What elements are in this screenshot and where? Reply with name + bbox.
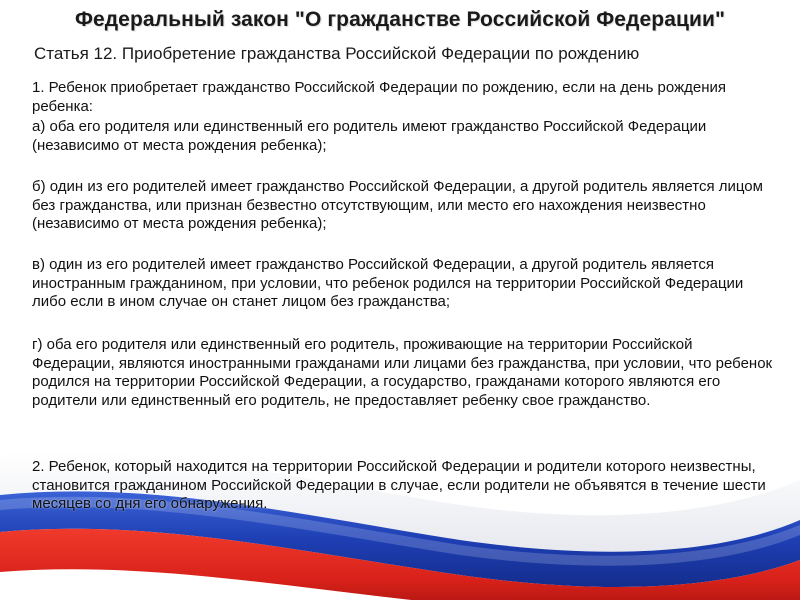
paragraph-1g: г) оба его родителя или единственный его родитель, проживающие на территории Российской Федерации, являются иностранными гражданами или лицами без гражданства, при условии, что ребенок родился на территории Российской Федерации, а государство, гражданами которого являются его родители или единственный его родитель, не предоставляет ребенку свое гражданство. <box>32 336 773 409</box>
article-heading: Статья 12. Приобретение гражданства Российской Федерации по рождению <box>34 44 640 63</box>
paragraph-1: 1. Ребенок приобретает гражданство Российской Федерации по рождению, если на день рождения ребенка: <box>32 79 726 115</box>
paragraph-1v: в) один из его родителей имеет гражданство Российской Федерации, а другой родитель является иностранным гражданином, при условии, что ребенок родился на территории Российской Федерации либо если в ином случае он станет лицом без гражданства; <box>32 256 744 311</box>
paragraph-1a: а) оба его родителя или единственный его родитель имеют гражданство Российской Федерации (независимо от места рождения ребенка); <box>32 118 707 154</box>
paragraph-1b: б) один из его родителей имеет гражданство Российской Федерации, а другой родитель является лицом без гражданства, или признан безвестно отсутствующим, или место его нахождения неизвестно (независимо от места рождения ребенка); <box>32 178 763 233</box>
page-title: Федеральный закон "О гражданстве Российской Федерации" <box>74 8 726 31</box>
paragraph-2: 2. Ребенок, который находится на территории Российской Федерации и родители которого неизвестны, становится гражданином Российской Федерации в случае, если родители не объявятся в течение шести месяцев со дня его обнаружения. <box>32 458 766 513</box>
